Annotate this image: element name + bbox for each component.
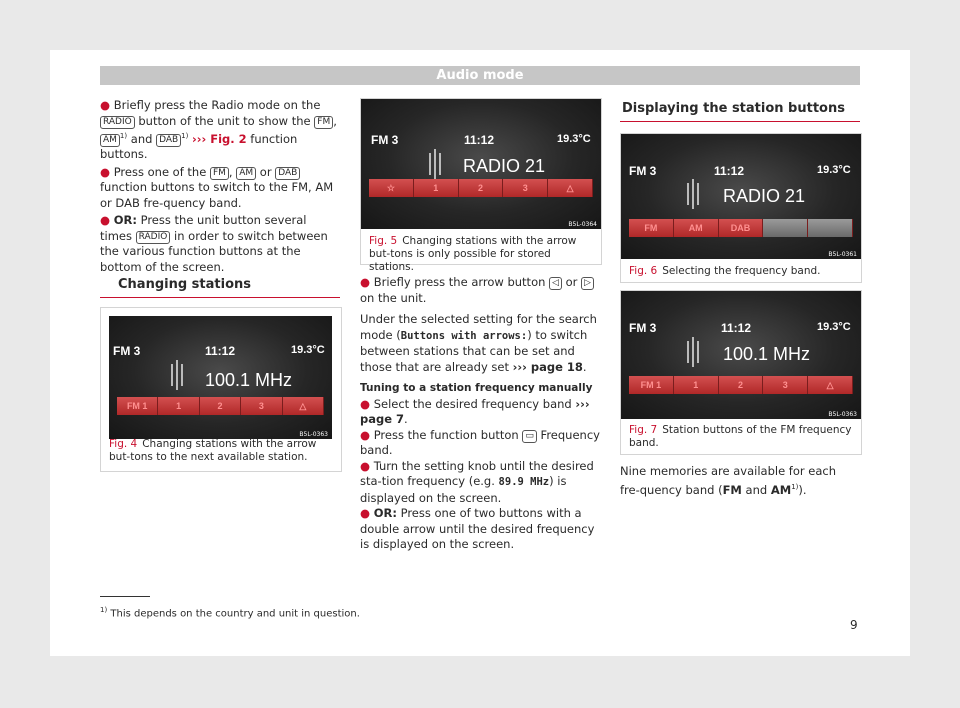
column-2 <box>360 275 602 553</box>
footnote: $^{1)}$ This depends on the country and unit in question. <box>100 606 360 620</box>
eject-icon[interactable]: △ <box>548 179 593 197</box>
instruction-bullet-1: ● Briefly press the Radio mode on the RADIO button of the unit to show the FM , AM $^{1)}$ and DAB $^{1)}$ ››› Fig. 2 function buttons. <box>100 98 337 162</box>
frequency-display: 100.1 MHz <box>205 370 293 390</box>
manual-bullet-1: ● Select the desired frequency band ››› page 7. <box>360 396 590 426</box>
page-number: 9 <box>850 618 858 632</box>
arrow-right-icon: ▷ <box>581 277 594 290</box>
fm1-button[interactable]: FM 1 <box>117 397 158 415</box>
station-name-display: RADIO 21 <box>463 156 546 176</box>
frequency-display: 100.1 MHz <box>723 344 811 364</box>
radio-screen-fig4 <box>109 316 332 439</box>
dab-key: DAB <box>275 167 300 180</box>
search-mode-paragraph: Under the selected setting for the search mode (Buttons with arrows:) to switch between stations that can be set and those that are already set ››› page 18. <box>360 312 597 374</box>
radio-key: RADIO <box>136 231 171 244</box>
star-icon[interactable]: ☆ <box>369 179 414 197</box>
figure-5 <box>360 98 602 273</box>
figure-7 <box>620 290 862 455</box>
instruction-bullet-3: ● OR: Press the unit button several times RADIO in order to switch between the various function buttons at the bottom of the screen. <box>100 213 328 274</box>
clock: 11:12 <box>464 133 495 147</box>
am-band-button[interactable]: AM <box>674 219 719 237</box>
radio-screen-fig6 <box>621 134 861 259</box>
fig-2-link[interactable]: ››› Fig. 2 <box>192 131 247 146</box>
image-code: B5L-0364 <box>568 221 597 228</box>
preset-3-button[interactable]: 3 <box>763 376 808 394</box>
temperature: 19.3°C <box>557 133 591 145</box>
figure-5-caption: Fig. 5 Changing stations with the arrow but-tons is only possible for stored stations. <box>369 235 577 273</box>
figure-7-caption: Fig. 7 Station buttons of the FM frequency band. <box>629 424 852 449</box>
am-key: AM <box>236 167 256 180</box>
temperature: 19.3°C <box>817 164 851 176</box>
preset-1-button[interactable]: 1 <box>414 179 459 197</box>
preset-2-button[interactable]: 2 <box>719 376 764 394</box>
fm-key: FM <box>210 167 229 180</box>
page-18-link[interactable]: ››› page 18 <box>512 359 583 374</box>
empty-button[interactable] <box>763 219 808 237</box>
preset-1-button[interactable]: 1 <box>674 376 719 394</box>
instruction-bullet-2: ● Press one of the FM , AM or DAB function buttons to switch to the FM, AM or DAB fre-quency band. <box>100 164 334 210</box>
fm1-button[interactable]: FM 1 <box>629 376 674 394</box>
radio-key: RADIO <box>100 116 135 129</box>
station-preset-label: FM 3 <box>371 133 399 147</box>
clock: 11:12 <box>721 321 752 335</box>
station-name-display: RADIO 21 <box>723 186 806 206</box>
clock: 11:12 <box>205 344 236 358</box>
preset-1-button[interactable]: 1 <box>158 397 199 415</box>
radio-screen-fig5 <box>361 99 601 229</box>
dab-band-button[interactable]: DAB <box>719 219 764 237</box>
fm-key: FM <box>314 116 333 129</box>
page-7-link[interactable]: ››› page 7 <box>360 396 590 426</box>
figure-4-caption: Fig. 4 Changing stations with the arrow but-tons to the next available station. <box>109 438 317 463</box>
page-header: Audio mode <box>100 66 860 85</box>
arrow-bullet: ● Briefly press the arrow button ◁ or ▷ on the unit. <box>360 275 602 306</box>
image-code: B5L-0363 <box>299 431 328 438</box>
station-preset-label: FM 3 <box>113 344 141 358</box>
manual-tuning-heading: Tuning to a station frequency manually <box>360 382 593 394</box>
column-1 <box>100 98 340 275</box>
am-key: AM <box>100 134 120 147</box>
memories-paragraph: Nine memories are available for each fre-quency band (FM and AM$^{1)}$). <box>620 464 836 497</box>
footnote-divider <box>100 596 150 597</box>
section-title-station-buttons: Displaying the station buttons <box>620 101 860 122</box>
band-button-row <box>629 219 853 237</box>
preset-3-button[interactable]: 3 <box>241 397 282 415</box>
manual-bullet-3: ● Turn the setting knob until the desired sta-tion frequency (e.g. 89.9 MHz) is displayed on the screen. <box>360 458 594 505</box>
radio-screen-fig7 <box>621 291 861 419</box>
image-code: B5L-0361 <box>828 251 857 258</box>
preset-2-button[interactable]: 2 <box>459 179 504 197</box>
section-title-changing-stations: Changing stations <box>100 277 340 298</box>
station-button-row <box>369 179 593 197</box>
station-preset-label: FM 3 <box>629 164 657 178</box>
figure-6-caption: Fig. 6 Selecting the frequency band. <box>629 265 821 277</box>
figure-4 <box>100 307 342 472</box>
preset-3-button[interactable]: 3 <box>503 179 548 197</box>
eject-icon[interactable]: △ <box>808 376 853 394</box>
image-code: B5L-0363 <box>828 411 857 418</box>
arrow-left-icon: ◁ <box>549 277 562 290</box>
frequency-band-icon: ▭ <box>522 430 537 443</box>
station-button-row <box>629 376 853 394</box>
temperature: 19.3°C <box>817 321 851 333</box>
clock: 11:12 <box>714 164 745 178</box>
fm-band-button[interactable]: FM <box>629 219 674 237</box>
station-preset-label: FM 3 <box>629 321 657 335</box>
figure-6 <box>620 133 862 283</box>
manual-bullet-2: ● Press the function button ▭ Frequency band. <box>360 427 600 457</box>
manual-bullet-4: ● OR: Press one of two buttons with a double arrow until the desired frequency is displayed on the screen. <box>360 506 595 551</box>
empty-button[interactable] <box>808 219 853 237</box>
dab-key: DAB <box>156 134 181 147</box>
preset-2-button[interactable]: 2 <box>200 397 241 415</box>
eject-icon[interactable]: △ <box>283 397 324 415</box>
station-button-row <box>117 397 324 415</box>
temperature: 19.3°C <box>291 344 325 356</box>
